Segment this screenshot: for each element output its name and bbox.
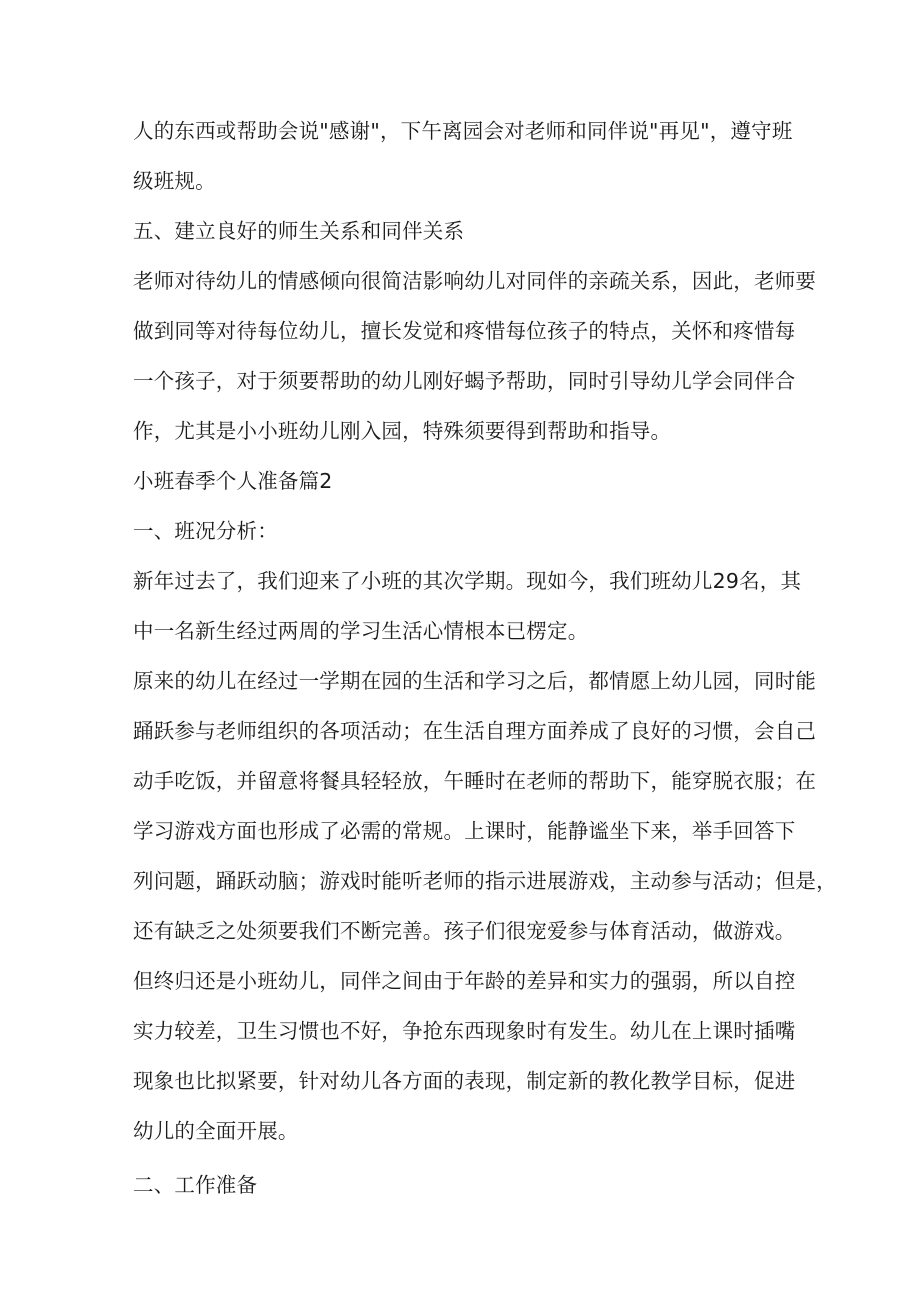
section-heading: 五、建立良好的师生关系和同伴关系 <box>133 219 465 243</box>
section-heading: 一、班况分析： <box>133 519 278 543</box>
text-line: 动手吃饭，并留意将餐具轻轻放，午睡时在老师的帮助下，能穿脱衣服；在 <box>133 769 817 793</box>
text-line: 踊跃参与老师组织的各项活动；在生活自理方面养成了良好的习惯，会自己 <box>133 719 817 743</box>
text-line: 幼儿的全面开展。 <box>133 1119 299 1143</box>
text-line: 现象也比拟紧要，针对幼儿各方面的表现，制定新的教化教学目标，促进 <box>133 1069 796 1093</box>
text-line: 新年过去了，我们迎来了小班的其次学期。现如今，我们班幼儿29名，其 <box>133 569 802 593</box>
text-line: 原来的幼儿在经过一学期在园的生活和学习之后，都情愿上幼儿园，同时能 <box>133 669 817 693</box>
text-line: 但终归还是小班幼儿，同伴之间由于年龄的差异和实力的强弱，所以自控 <box>133 969 796 993</box>
text-line: 人的东西或帮助会说"感谢"，下午离园会对老师和同伴说"再见"，遵守班 <box>133 119 793 143</box>
text-line: 一个孩子，对于须要帮助的幼儿刚好蝎予帮助，同时引导幼儿学会同伴合 <box>133 369 796 393</box>
section-heading: 二、工作准备 <box>133 1173 258 1197</box>
text-line: 实力较差，卫生习惯也不好，争抢东西现象时有发生。幼儿在上课时插嘴 <box>133 1019 796 1043</box>
text-line: 中一名新生经过两周的学习生活心情根本已楞定。 <box>133 619 589 643</box>
text-line: 级班规。 <box>133 169 216 193</box>
text-line: 老师对待幼儿的情感倾向很简洁影响幼儿对同伴的亲疏关系，因此，老师要 <box>133 269 817 293</box>
article-title: 小班春季个人准备篇2 <box>133 469 333 493</box>
text-line: 列问题，踊跃动脑；游戏时能听老师的指示进展游戏，主动参与活动；但是， <box>133 869 837 893</box>
text-line: 作，尤其是小小班幼儿刚入园，特殊须要得到帮助和指导。 <box>133 419 672 443</box>
text-line: 学习游戏方面也形成了必需的常规。上课时，能静谧坐下来，举手回答下 <box>133 819 796 843</box>
text-line: 还有缺乏之处须要我们不断完善。孩子们很宠爱参与体育活动，做游戏。 <box>133 919 796 943</box>
text-line: 做到同等对待每位幼儿，擅长发觉和疼惜每位孩子的特点，关怀和疼惜每 <box>133 319 796 343</box>
